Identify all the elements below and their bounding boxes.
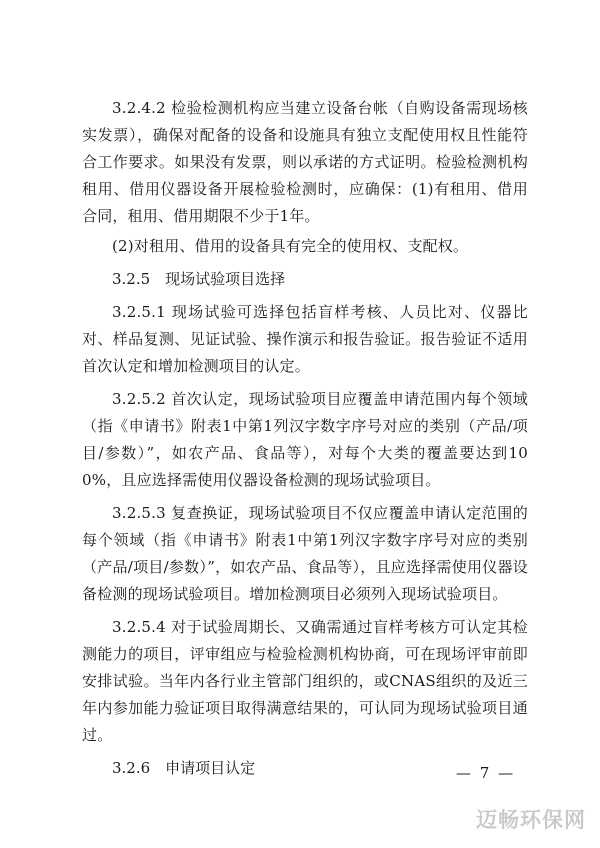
paragraph-3-2-5-2: 3.2.5.2 首次认定，现场试验项目应覆盖申请范围内每个领域（指《申请书》附表1中第1列汉字数字序号对应的类别（产品/项目/参数）”，如农产品、食品等），对每个大类的覆盖要达到100%，且应选择需使用仪器设备检测的现场试验项目。 [82,390,528,489]
paragraph-3-2-5-3: 3.2.5.3 复查换证，现场试验项目不仅应覆盖申请认定范围的每个领域（指《申请书》附表1中第1列汉字数字序号对应的类别（产品/项目/参数）”，如农产品、食品等），且应选择需使用仪器设备检测的现场试验项目。增加检测项目必须列入现场试验项目。 [82,504,528,603]
paragraph-3-2-5-1: 3.2.5.1 现场试验可选择包括盲样考核、人员比对、仪器比对、样品复测、见证试验、操作演示和报告验证。报告验证不适用首次认定和增加检测项目的认定。 [82,303,528,375]
paragraph-3-2-5-4: 3.2.5.4 对于试验周期长、又确需通过盲样考核方可认定其检测能力的项目，评审组应与检验检测机构协商，可在现场评审前即安排试验。当年内各行业主管部门组织的，或CNAS组织的及近三年内参加能力验证项目取得满意结果的，可认同为现场试验项目通过。 [82,618,528,744]
document-body [82,95,528,782]
paragraph-3-2-4-2: 3.2.4.2 检验检测机构应当建立设备台帐（自购设备需现场核实发票），确保对配备的设备和设施具有独立支配使用权且性能符合工作要求。如果没有发票，则以承诺的方式证明。检验检测机构租用、借用仪器设备开展检验检测时，应确保：(1)有租用、借用合同，租用、借用期限不少于1年。 [82,99,528,225]
page-number: — 7 — [456,764,516,782]
watermark-logo: 迈畅环保网 [476,808,586,832]
paragraph-item-2: (2)对租用、借用的设备具有完全的使用权、支配权。 [112,237,469,255]
section-heading-3-2-5: 3.2.5 现场试验项目选择 [112,270,286,288]
section-heading-3-2-6: 3.2.6 申请项目认定 [112,759,256,777]
